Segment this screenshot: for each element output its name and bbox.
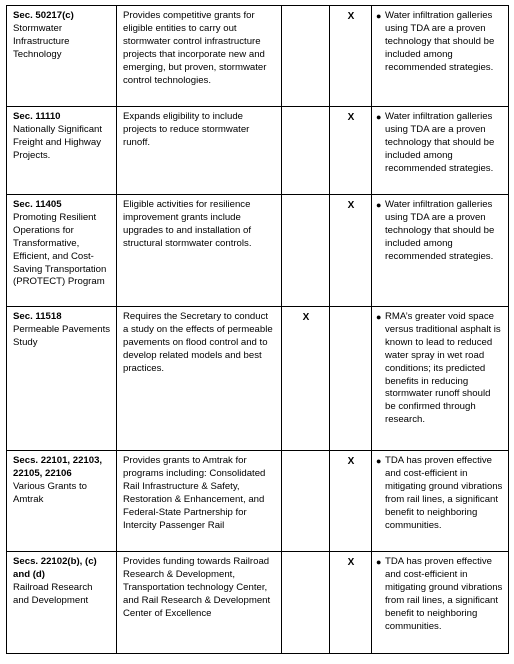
mark-cell-col4: X [330, 552, 372, 654]
section-number: Secs. 22102(b), (c) and (d) [13, 556, 97, 580]
section-number: Sec. 11518 [13, 311, 62, 322]
description-cell: Requires the Secretary to conduct a study on the effects of permeable pavements on flood control and to develop related models and best practices. [117, 307, 282, 451]
note-bullet-item [376, 199, 503, 264]
section-number: Secs. 22101, 22103, 22105, 22106 [13, 455, 103, 479]
section-number: Sec. 11405 [13, 199, 62, 210]
description-cell: Eligible activities for resilience improvement grants include upgrades to and installation of structural stormwater controls. [117, 195, 282, 307]
table-row [7, 195, 509, 307]
bullet-icon: ● [376, 456, 382, 466]
mark-cell-col3 [282, 6, 330, 107]
bullet-icon: ● [376, 557, 382, 567]
mark-cell-col3: X [282, 307, 330, 451]
note-text: Water infiltration galleries using TDA are a proven technology that should be included among recommended strategies. [385, 199, 495, 262]
note-text: TDA has proven effective and cost-efficient in mitigating ground vibrations from rail lines, a significant benefit to neighboring communities. [385, 455, 503, 531]
mark-cell-col3 [282, 451, 330, 552]
bullet-icon: ● [376, 312, 382, 322]
note-text: Water infiltration galleries using TDA are a proven technology that should be included among recommended strategies. [385, 10, 495, 73]
note-cell [372, 451, 509, 552]
program-name: Stormwater Infrastructure Technology [13, 22, 70, 60]
note-text: TDA has proven effective and cost-efficient in mitigating ground vibrations from rail lines, a significant benefit to neighboring communities. [385, 556, 503, 632]
note-cell [372, 307, 509, 451]
table-body [7, 6, 509, 654]
note-bullet-item [376, 111, 503, 176]
table-row [7, 6, 509, 107]
program-name: Permeable Pavements Study [13, 323, 111, 348]
mark-cell-col3 [282, 107, 330, 195]
table-row [7, 451, 509, 552]
bullet-icon: ● [376, 200, 382, 210]
mark-cell-col4: X [330, 6, 372, 107]
section-number: Sec. 50217(c) [13, 10, 74, 21]
section-cell [7, 307, 117, 451]
program-name: Various Grants to Amtrak [13, 480, 87, 505]
mark-cell-col4 [330, 307, 372, 451]
note-bullet-item [376, 10, 503, 75]
note-text: RMA’s greater void space versus traditional asphalt is known to lead to reduced water spray in wet road conditions; its predicted benefits in reducing stormwater runoff should be confirmed through research. [385, 311, 501, 426]
description-cell: Provides grants to Amtrak for programs including: Consolidated Rail Infrastructure & Safety, Restoration & Enhancement, and Federal-State Partnership for Intercity Passenger Rail [117, 451, 282, 552]
table-row [7, 107, 509, 195]
mark-cell-col4: X [330, 107, 372, 195]
note-cell [372, 107, 509, 195]
mark-cell-col4: X [330, 195, 372, 307]
section-cell [7, 6, 117, 107]
note-bullet-item [376, 556, 503, 633]
description-cell: Provides competitive grants for eligible entities to carry out stormwater control infrastructure projects that incorporate new and emerging, but proven, stormwater control technologies. [117, 6, 282, 107]
mark-cell-col4: X [330, 451, 372, 552]
program-name: Railroad Research and Development [13, 581, 93, 606]
note-text: Water infiltration galleries using TDA are a proven technology that should be included among recommended strategies. [385, 111, 495, 174]
section-cell [7, 195, 117, 307]
legislation-table [6, 5, 509, 654]
program-name: Nationally Significant Freight and Highway Projects. [13, 123, 103, 161]
note-cell [372, 6, 509, 107]
bullet-icon: ● [376, 11, 382, 21]
description-cell: Expands eligibility to include projects to reduce stormwater runoff. [117, 107, 282, 195]
mark-cell-col3 [282, 195, 330, 307]
bullet-icon: ● [376, 112, 382, 122]
mark-cell-col3 [282, 552, 330, 654]
note-cell [372, 195, 509, 307]
table-row [7, 552, 509, 654]
note-cell [372, 552, 509, 654]
program-name: Promoting Resilient Operations for Transformative, Efficient, and Cost-Saving Transportation (PROTECT) Program [13, 211, 107, 288]
section-cell [7, 107, 117, 195]
note-bullet-item [376, 311, 503, 427]
section-cell [7, 451, 117, 552]
section-cell [7, 552, 117, 654]
description-cell: Provides funding towards Railroad Research & Development, Transportation technology Center, and Rail Research & Development Center of Excellence [117, 552, 282, 654]
note-bullet-item [376, 455, 503, 532]
table-row [7, 307, 509, 451]
section-number: Sec. 11110 [13, 111, 61, 122]
